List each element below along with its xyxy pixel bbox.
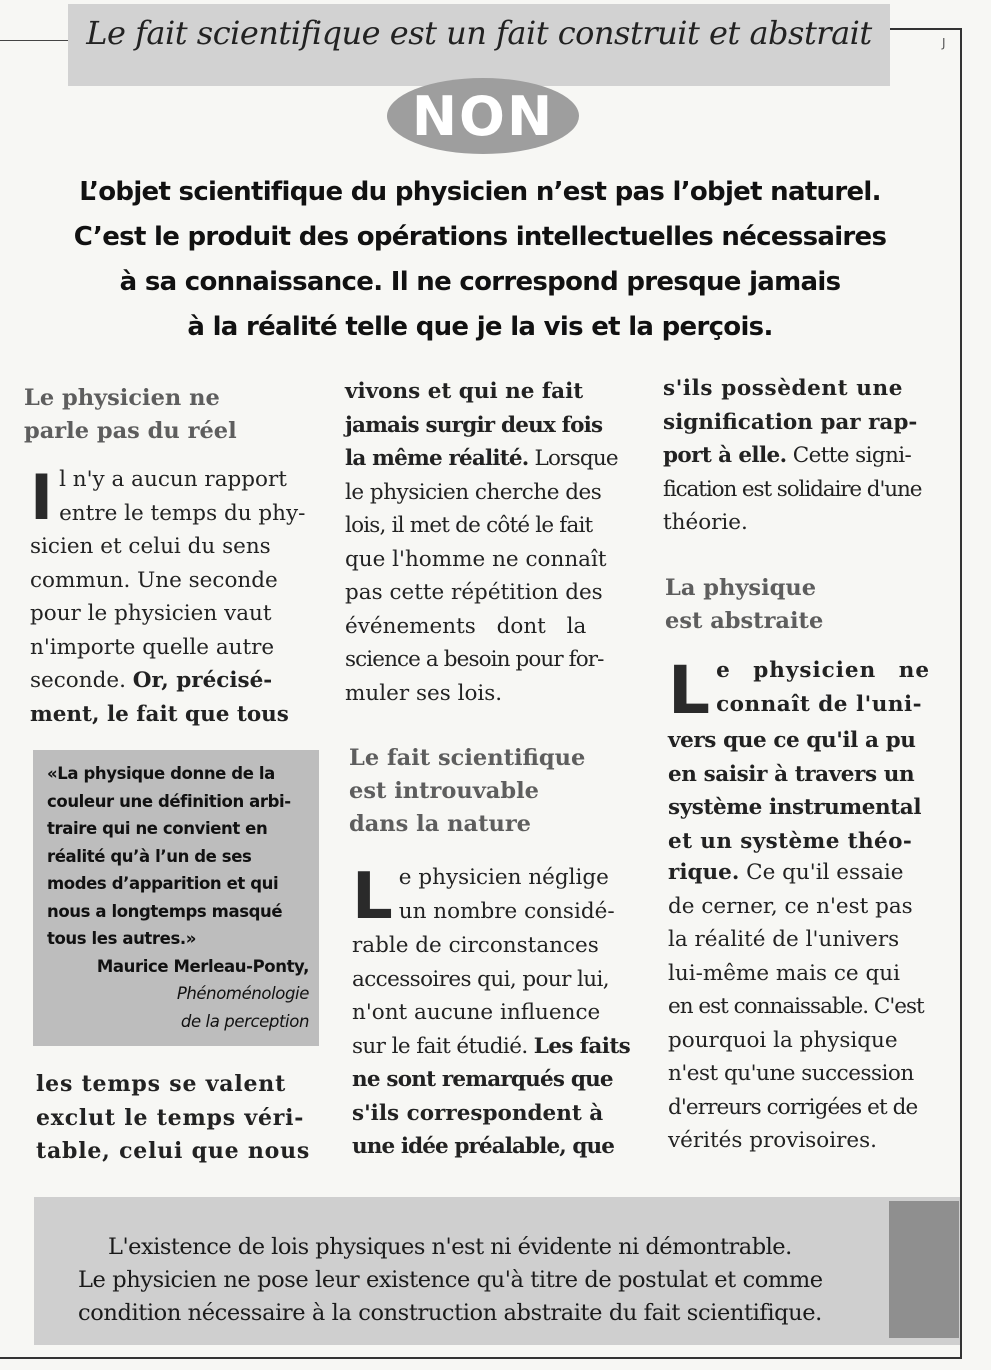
non-badge: [387, 78, 579, 154]
text-line: [30, 664, 330, 698]
text-span: sur le fait étudié.: [352, 1033, 534, 1059]
text-line: pas cette répétition des: [345, 580, 603, 605]
quote-line: «La physique donne de la: [47, 764, 275, 783]
intro-line: C’est le produit des opérations intellectuelles nécessaires: [73, 222, 887, 252]
col2-heading-line: dans la nature: [349, 811, 531, 837]
text-line: muler ses lois.: [345, 680, 503, 706]
col3-drop-cap: L: [668, 652, 711, 729]
col1-paragraph: [30, 463, 330, 731]
col3-paragraph-3: [668, 856, 960, 1158]
text-line: [352, 1030, 652, 1064]
text-span-bold: rique.: [668, 860, 740, 885]
text-span: Lorsque: [528, 446, 618, 471]
text-line: un nombre considé-: [398, 898, 615, 924]
text-line: exclut le temps véri-: [36, 1104, 305, 1131]
quote-line: modes d’apparition et qui: [47, 874, 279, 893]
text-span-bold: Les faits: [533, 1033, 631, 1059]
conclusion-line: L'existence de lois physiques n'est ni évidente ni démontrable.: [108, 1234, 792, 1260]
text-line: s'ils correspondent à: [352, 1100, 604, 1126]
quote-line: tous les autres.»: [47, 929, 196, 948]
text-line: [668, 856, 960, 890]
quote-line: couleur une définition arbi-: [47, 791, 291, 811]
text-span: Cette signi-: [786, 443, 912, 468]
text-line: sicien et celui du sens: [30, 534, 271, 559]
quote-book: Phénoménologie: [176, 984, 309, 1003]
text-line: en saisir à travers un: [668, 761, 915, 787]
col3-paragraph-2: [668, 654, 960, 858]
quote-book: de la perception: [180, 1011, 309, 1031]
intro-paragraph: [30, 170, 930, 350]
text-line: s'ils possèdent une: [663, 376, 903, 401]
frame-line-top-right: [890, 28, 962, 30]
text-line: lois, il met de côté le fait: [345, 513, 593, 538]
quote-line: réalité qu’à l’un de ses: [47, 846, 252, 866]
col3-heading: [665, 572, 955, 638]
text-line: vers que ce qu'il a pu: [668, 728, 916, 753]
text-line: table, celui que nous: [36, 1138, 311, 1164]
page-title: Le fait scientifique est un fait construit et abstrait: [86, 14, 872, 52]
col3-heading-line: est abstraite: [665, 608, 824, 634]
text-line: ment, le fait que tous: [30, 701, 289, 727]
text-line: [345, 442, 645, 476]
text-line: les temps se valent: [36, 1071, 287, 1097]
quote-line: traire qui ne convient en: [47, 819, 268, 838]
text-line: n'est qu'une succession: [668, 1061, 914, 1086]
col2-drop-cap: L: [352, 860, 393, 934]
quote-line: nous a longtemps masqué: [47, 901, 283, 921]
text-line: que l'homme ne connaît: [345, 546, 607, 572]
title-banner: [68, 4, 890, 86]
col2-heading-line: est introuvable: [349, 778, 539, 804]
text-line: e physicien néglige: [398, 865, 609, 890]
quote-text: [47, 760, 309, 1035]
text-line: ne sont remarqués que: [352, 1067, 613, 1092]
text-line: rable de circonstances: [352, 933, 599, 958]
col3-heading-line: La physique: [665, 575, 817, 601]
text-line: e physicien ne: [716, 658, 931, 683]
text-line: pourquoi la physique: [668, 1027, 898, 1053]
col2-paragraph: [345, 375, 645, 710]
col1-continuation: [36, 1068, 336, 1169]
text-line: l n'y a aucun rapport: [59, 467, 287, 492]
text-line: entre le temps du phy-: [59, 500, 306, 526]
text-line: le physicien cherche des: [345, 479, 602, 505]
conclusion-text: [78, 1231, 929, 1330]
quote-author: Maurice Merleau-Ponty,: [96, 956, 309, 976]
text-line: connaît de l'uni-: [716, 691, 923, 717]
text-line: n'ont aucune influence: [352, 1000, 601, 1025]
conclusion-box: [34, 1197, 960, 1345]
text-span-bold: port à elle.: [663, 443, 787, 468]
col1-heading-line: Le physicien ne: [24, 385, 220, 411]
text-line: [663, 439, 958, 473]
frame-line-top-left: [0, 40, 68, 41]
text-line: la réalité de l'univers: [668, 927, 900, 952]
text-line: une idée préalable, que: [352, 1134, 615, 1159]
text-line: pour le physicien vaut: [30, 601, 272, 626]
text-span: Ce qu'il essaie: [739, 860, 904, 885]
text-line: de cerner, ce n'est pas: [668, 893, 913, 919]
col1-heading: [24, 382, 324, 448]
text-line: et un système théo-: [668, 828, 913, 854]
quote-box: [33, 750, 319, 1046]
text-span-bold: Or, précisé-: [132, 668, 273, 693]
col1-drop-cap: I: [30, 461, 54, 534]
conclusion-line: condition nécessaire à la construction abstraite du fait scientifique.: [78, 1300, 822, 1326]
text-line: d'erreurs corrigées et de: [668, 1094, 918, 1120]
text-line: jamais surgir deux fois: [345, 412, 603, 438]
page-mark: J: [942, 36, 946, 50]
text-line: vivons et qui ne fait: [345, 379, 584, 404]
text-span: seconde.: [30, 668, 133, 693]
text-line: lui-même mais ce qui: [668, 960, 900, 986]
frame-line-bottom: [0, 1357, 962, 1359]
frame-line-right: [960, 28, 962, 1358]
text-line: vérités provisoires.: [668, 1128, 877, 1153]
text-line: système instrumental: [668, 795, 922, 820]
text-line: science a besoin pour for-: [345, 647, 604, 672]
col1-heading-line: parle pas du réel: [24, 418, 237, 444]
text-line: fication est solidaire d'une: [663, 476, 922, 502]
text-line: événements dont la: [345, 613, 587, 639]
text-line: théorie.: [663, 510, 748, 535]
col2-heading-line: Le fait scientifique: [349, 745, 586, 771]
text-line: en est connaissable. C'est: [668, 994, 924, 1019]
conclusion-side-bar: [889, 1201, 959, 1338]
col2-paragraph-2: [352, 861, 652, 1164]
non-badge-label: NON: [411, 84, 555, 148]
intro-line: L’objet scientifique du physicien n’est pas l’objet naturel.: [79, 177, 881, 207]
text-line: accessoires qui, pour lui,: [352, 966, 610, 992]
text-line: signification par rap-: [663, 409, 918, 435]
col2-heading: [349, 742, 649, 841]
col3-paragraph: [663, 372, 958, 540]
intro-line: à la réalité telle que je la vis et la perçois.: [187, 312, 773, 342]
intro-line: à sa connaissance. Il ne correspond presque jamais: [119, 267, 841, 297]
text-line: n'importe quelle autre: [30, 634, 275, 660]
conclusion-line: Le physicien ne pose leur existence qu'à titre de postulat et comme: [78, 1267, 823, 1293]
text-line: commun. Une seconde: [30, 567, 278, 593]
text-span-bold: la même réalité.: [345, 446, 529, 471]
